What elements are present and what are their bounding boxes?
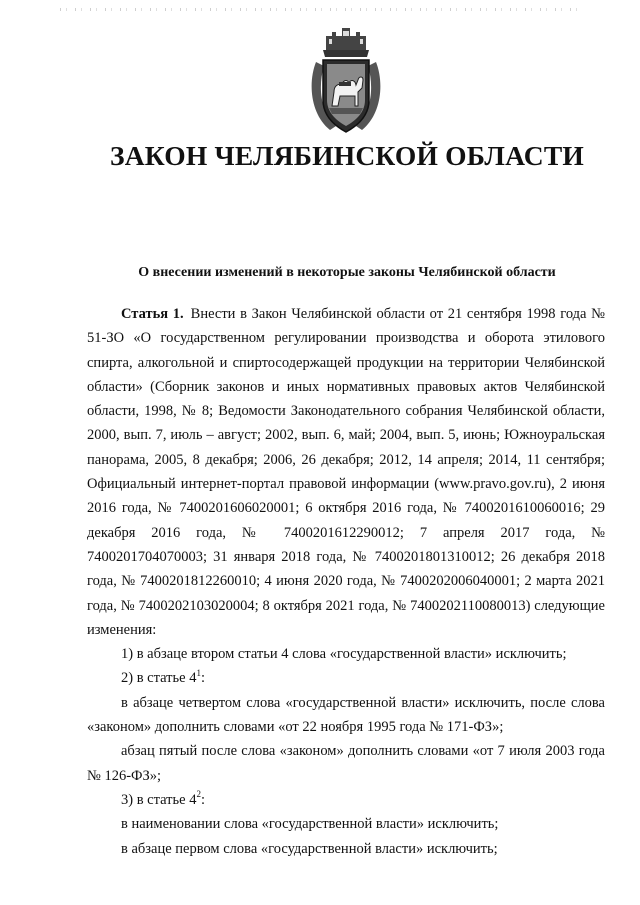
list-item: в абзаце первом слова «государственной власти» исключить;: [121, 840, 498, 857]
superscript: 2: [196, 789, 201, 800]
article-1: [87, 302, 605, 642]
law-title: ЗАКОН ЧЕЛЯБИНСКОЙ ОБЛАСТИ: [110, 140, 584, 171]
scan-artifact-line: [60, 8, 580, 11]
list-item: в наименовании слова «государственной власти» исключить;: [121, 816, 499, 833]
item-text: 2) в статье 4: [121, 670, 197, 687]
list-item: в абзаце четвертом слова «государственной власти» исключить, после слова «законом» дополнить словами «от 22 ноября 1995 года № 171-ФЗ»;: [87, 694, 605, 736]
superscript: 1: [196, 667, 201, 678]
list-item: [87, 666, 605, 690]
item-text: :: [200, 670, 205, 687]
law-subject: О внесении изменений в некоторые законы Челябинской области: [138, 265, 556, 280]
article-label: Статья 1.: [121, 306, 184, 322]
item-text: 3) в статье 4: [121, 791, 197, 808]
chelyabinsk-coat-of-arms-icon: [296, 22, 396, 142]
list-item: абзац пятый после слова «законом» дополнить словами «от 7 июля 2003 года № 126-ФЗ»;: [87, 743, 605, 784]
law-body: [87, 302, 605, 861]
list-item: 1) в абзаце втором статьи 4 слова «государственной власти» исключить;: [121, 646, 567, 663]
article-text: Внести в Закон Челябинской области от 21 сентября 1998 года № 51-ЗО «О государственном регулировании производства и оборота этилового спирта, алкогольной и спиртосодержащей продукции на территории Челябинской области» (Сборник законов и иных нормативных правовых актов Челябинской области, 1998, № 8; Ведомости Законодательного собрания Челябинской области, 2000, вып. 7, июль – август; 2002, вып. 6, май; 2004, вып. 5, июнь; Южноуральская панорама, 2005, 8 декабря; 2006, 26 декабря; 2012, 14 апреля; 2014, 11 сентября; Официальный интернет-портал правовой информации (www.pravo.gov.ru), 2 июня 2016 года, № 7400201606020001; 6 октября 2016 года, № 7400201610060016; 29 декабря 2016 года, № 7400201612290012; 7 апреля 2017 года, № 7400201704070003; 31 января 2018 года, № 7400201801310012; 26 декабря 2018 года, № 7400201812260010; 4 июня 2020 года, № 7400202006040001; 2 марта 2021 года, № 7400202103020004; 8 октября 2021 года, № 7400202110080013) следующие изменения:: [87, 306, 605, 638]
list-item: [87, 788, 605, 812]
item-text: :: [200, 791, 205, 808]
